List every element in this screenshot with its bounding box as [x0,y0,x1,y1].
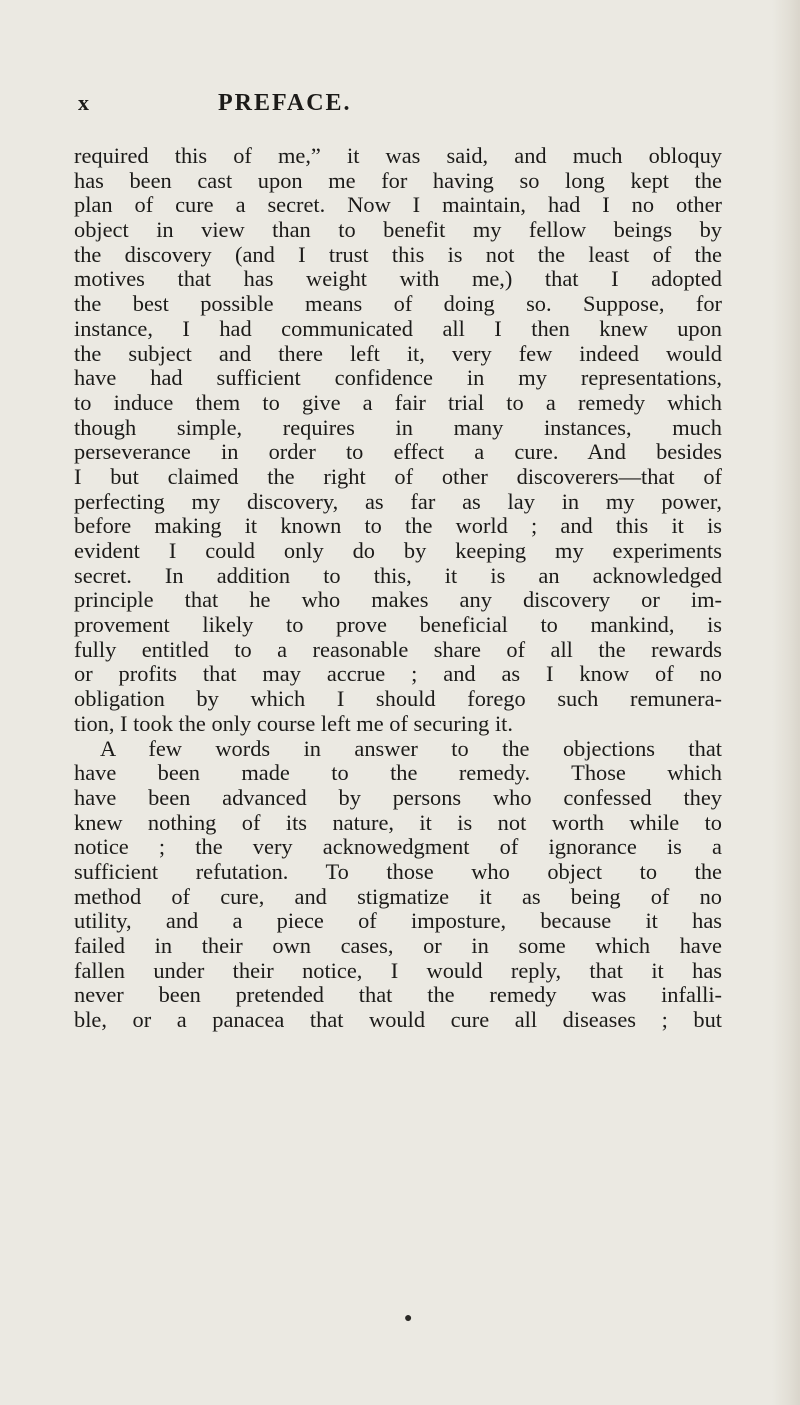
text-line: evident I could only do by keeping my experiments [74,538,722,563]
text-line: I but claimed the right of other discoverers—that of [74,463,722,489]
paragraph-start-line: A few words in answer to the objections that [100,735,722,761]
page-edge-shadow [772,0,800,1405]
ink-speck: ● [404,1311,413,1326]
text-line: method of cure, and stigmatize it as being of no [74,883,722,909]
running-head: PREFACE. [218,90,352,116]
page-header [66,90,706,130]
text-line: obligation by which I should forego such remunera- [74,686,722,712]
page-number: x [78,90,90,115]
text-line: instance, I had communicated all I then knew upon [74,315,722,341]
text-line: though simple, requires in many instances, much [74,414,722,440]
paragraph-end-line: tion, I took the only course left me of securing it. [74,710,514,736]
body-text [74,144,722,1033]
text-line: required this of me,” it was said, and much obloquy [74,143,722,168]
text-line: the best possible means of doing so. Suppose, for [74,291,722,317]
text-line: knew nothing of its nature, it is not worth while to [74,809,722,835]
text-line: principle that he who makes any discovery or im- [74,587,722,613]
text-line: has been cast upon me for having so long kept the [74,167,722,193]
text-line: sufficient refutation. To those who object to the [74,858,722,884]
text-line: secret. In addition to this, it is an acknowledged [74,562,722,588]
text-line: have been advanced by persons who confessed they [74,784,722,810]
text-line: utility, and a piece of imposture, because it has [74,908,722,934]
text-line: plan of cure a secret. Now I maintain, had I no other [74,192,722,218]
text-line: perseverance in order to effect a cure. And besides [74,439,722,465]
text-line: object in view than to benefit my fellow beings by [74,217,722,243]
text-line: fallen under their notice, I would reply, that it has [74,957,722,983]
text-line: provement likely to prove beneficial to mankind, is [74,612,722,638]
text-line: never been pretended that the remedy was infalli- [74,982,722,1008]
text-line: the subject and there left it, very few indeed would [74,340,722,366]
text-line: motives that has weight with me,) that I adopted [74,266,722,292]
text-line: fully entitled to a reasonable share of all the rewards [74,636,722,662]
text-line: before making it known to the world ; and this it is [74,513,722,539]
text-line: notice ; the very acknowedgment of ignorance is a [74,834,722,860]
text-line: have had sufficient confidence in my representations, [74,365,722,391]
text-line: failed in their own cases, or in some which have [74,933,722,958]
text-line: ble, or a panacea that would cure all diseases ; but [74,1007,722,1033]
text-line: or profits that may accrue ; and as I know of no [74,661,722,687]
text-line: perfecting my discovery, as far as lay in my power, [74,488,722,514]
text-line: the discovery (and I trust this is not the least of the [74,241,722,267]
text-line: have been made to the remedy. Those which [74,760,722,786]
text-line: to induce them to give a fair trial to a remedy which [74,389,722,415]
